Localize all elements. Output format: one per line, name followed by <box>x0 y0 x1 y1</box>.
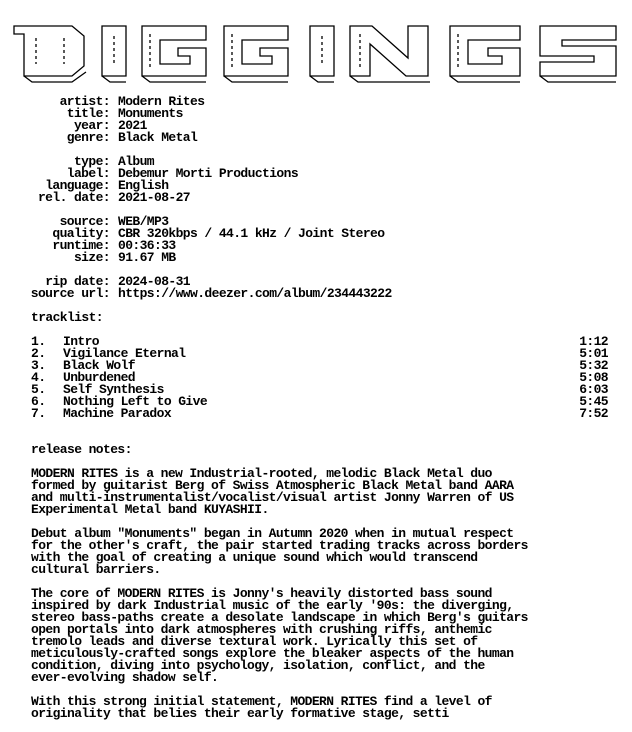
track-row: 7. Machine Paradox 7:52 <box>31 406 608 421</box>
meta-type: type: Album <box>73 154 155 169</box>
meta-quality: quality: CBR 320kbps / 44.1 kHz / Joint Stereo <box>52 226 385 241</box>
track-row: 5. Self Synthesis 6:03 <box>31 382 608 397</box>
source-url-link: https://www.deezer.com/album/234443222 <box>118 286 392 301</box>
meta-genre: genre: Black Metal <box>66 130 198 145</box>
meta-language: language: English <box>45 178 169 193</box>
meta-rel-date: rel. date: 2021-08-27 <box>37 190 191 205</box>
release-notes <box>31 468 621 732</box>
meta-source: source: WEB/MP3 <box>59 214 169 229</box>
notes-paragraph: With this strong initial statement, MODERN RITES find a level of originality that belies their early formative stage, setti <box>31 694 492 721</box>
meta-source-url: source url: https://www.deezer.com/album/234443222 <box>30 286 392 301</box>
track-row: 1. Intro 1:12 <box>31 334 608 349</box>
meta-title: title: Monuments <box>66 106 183 121</box>
track-row: 6. Nothing Left to Give 5:45 <box>31 394 608 409</box>
notes-paragraph: Debut album "Monuments" began in Autumn 2020 when in mutual respect for the other's craft, the pair started trading tracks across borders with the goal of creating a unique sound which would transcend cultural barriers. <box>31 526 528 577</box>
meta-year: year: 2021 <box>73 118 147 133</box>
ascii-logo <box>10 14 622 84</box>
track-row: 3. Black Wolf 5:32 <box>31 358 608 373</box>
release-notes-heading: release notes: <box>31 442 132 457</box>
meta-rip-date: rip date: 2024-08-31 <box>45 274 191 289</box>
meta-artist: artist: Modern Rites <box>59 94 205 109</box>
track-row: 2. Vigilance Eternal 5:01 <box>31 346 608 361</box>
meta-size: size: 91.67 MB <box>73 250 176 265</box>
notes-paragraph: MODERN RITES is a new Industrial-rooted, melodic Black Metal duo formed by guitarist Berg of Swiss Atmospheric Black Metal band AARA and multi-instrumentalist/vocalist/visual artist Jonny Warren of US Experimental Metal band KUYASHII. <box>31 466 514 517</box>
tracklist-heading: tracklist: <box>31 310 104 325</box>
meta-runtime: runtime: 00:36:33 <box>52 238 176 253</box>
track-row: 4. Unburdened 5:08 <box>31 370 608 385</box>
meta-label: label: Debemur Morti Productions <box>66 166 299 181</box>
notes-paragraph: The core of MODERN RITES is Jonny's heavily distorted bass sound inspired by dark Industrial music of the early '90s: the diverging, stereo bass-paths create a desolate landscape in which Berg's guitars open portals into dark atmospheres with crushing riffs, anthemic tremolo leads and diverse textural work. Lyrically this set of meticulously-crafted songs explore the bleaker aspects of the human condition, diving into psychology, isolation, conflict, and the ever-evolving shadow self. <box>31 586 528 685</box>
metadata-block <box>10 96 392 300</box>
tracklist <box>31 336 608 420</box>
